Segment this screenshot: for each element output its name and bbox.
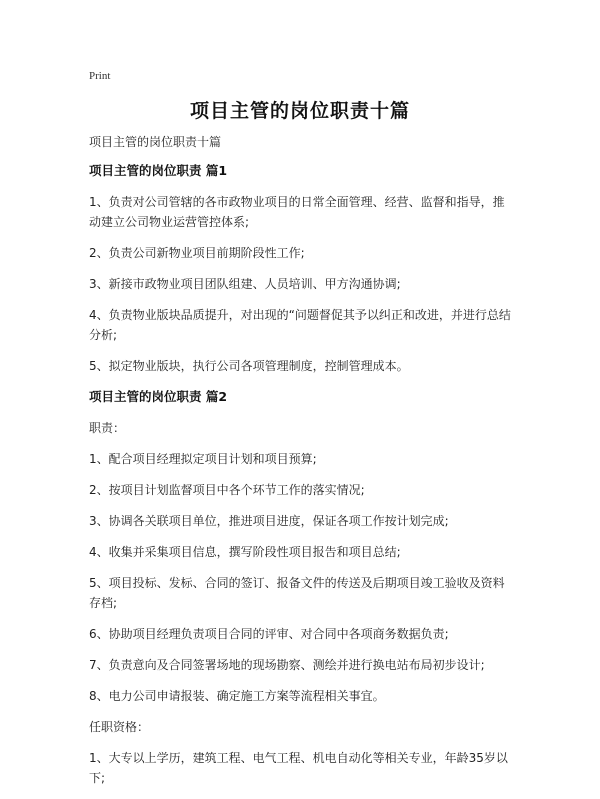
- section-2-item: 2、按项目计划监督项目中各个环节工作的落实情况;: [89, 483, 365, 497]
- section-2-item: 1、配合项目经理拟定项目计划和项目预算;: [89, 452, 317, 466]
- section-1-item: 5、拟定物业版块，执行公司各项管理制度，控制管理成本。: [89, 359, 409, 373]
- qualifications-label: 任职资格：: [89, 720, 150, 734]
- document-title: 项目主管的岗位职责十篇: [189, 100, 410, 122]
- section-1-item: 4、负责物业版块品质提升，对出现的“问题督促其予以纠正和改进，并进行总结分析;: [89, 308, 511, 342]
- document-subtitle: 项目主管的岗位职责十篇: [89, 135, 222, 149]
- section-2-heading: 项目主管的岗位职责 篇2: [89, 389, 228, 404]
- section-2-item: 6、协助项目经理负责项目合同的评审、对合同中各项商务数据负责;: [89, 627, 449, 641]
- section-1-heading: 项目主管的岗位职责 篇1: [89, 163, 228, 178]
- section-1-item: 1、负责对公司管辖的各市政物业项目的日常全面管理、经营、监督和指导，推动建立公司物业运营管控体系;: [89, 195, 505, 229]
- section-2-item: 7、负责意向及合同签署场地的现场勘察、测绘并进行换电站布局初步设计;: [89, 658, 485, 672]
- section-2-item: 8、电力公司申请报装、确定施工方案等流程相关事宜。: [89, 689, 385, 703]
- section-2-item: 4、收集并采集项目信息，撰写阶段性项目报告和项目总结;: [89, 545, 401, 559]
- duties-label: 职责：: [89, 421, 126, 435]
- document-body: [89, 132, 513, 799]
- section-2-item: 5、项目投标、发标、合同的签订、报备文件的传送及后期项目竣工验收及资料存档;: [89, 576, 505, 610]
- section-2-item: 3、协调各关联项目单位，推进项目进度，保证各项工作按计划完成;: [89, 514, 449, 528]
- section-1-item: 3、新接市政物业项目团队组建、人员培训、甲方沟通协调;: [89, 277, 401, 291]
- section-1-item: 2、负责公司新物业项目前期阶段性工作;: [89, 246, 305, 260]
- qualification-item: 1、大专以上学历，建筑工程、电气工程、机电自动化等相关专业，年龄35岁以下;: [89, 751, 508, 785]
- print-link[interactable]: Print: [89, 70, 111, 82]
